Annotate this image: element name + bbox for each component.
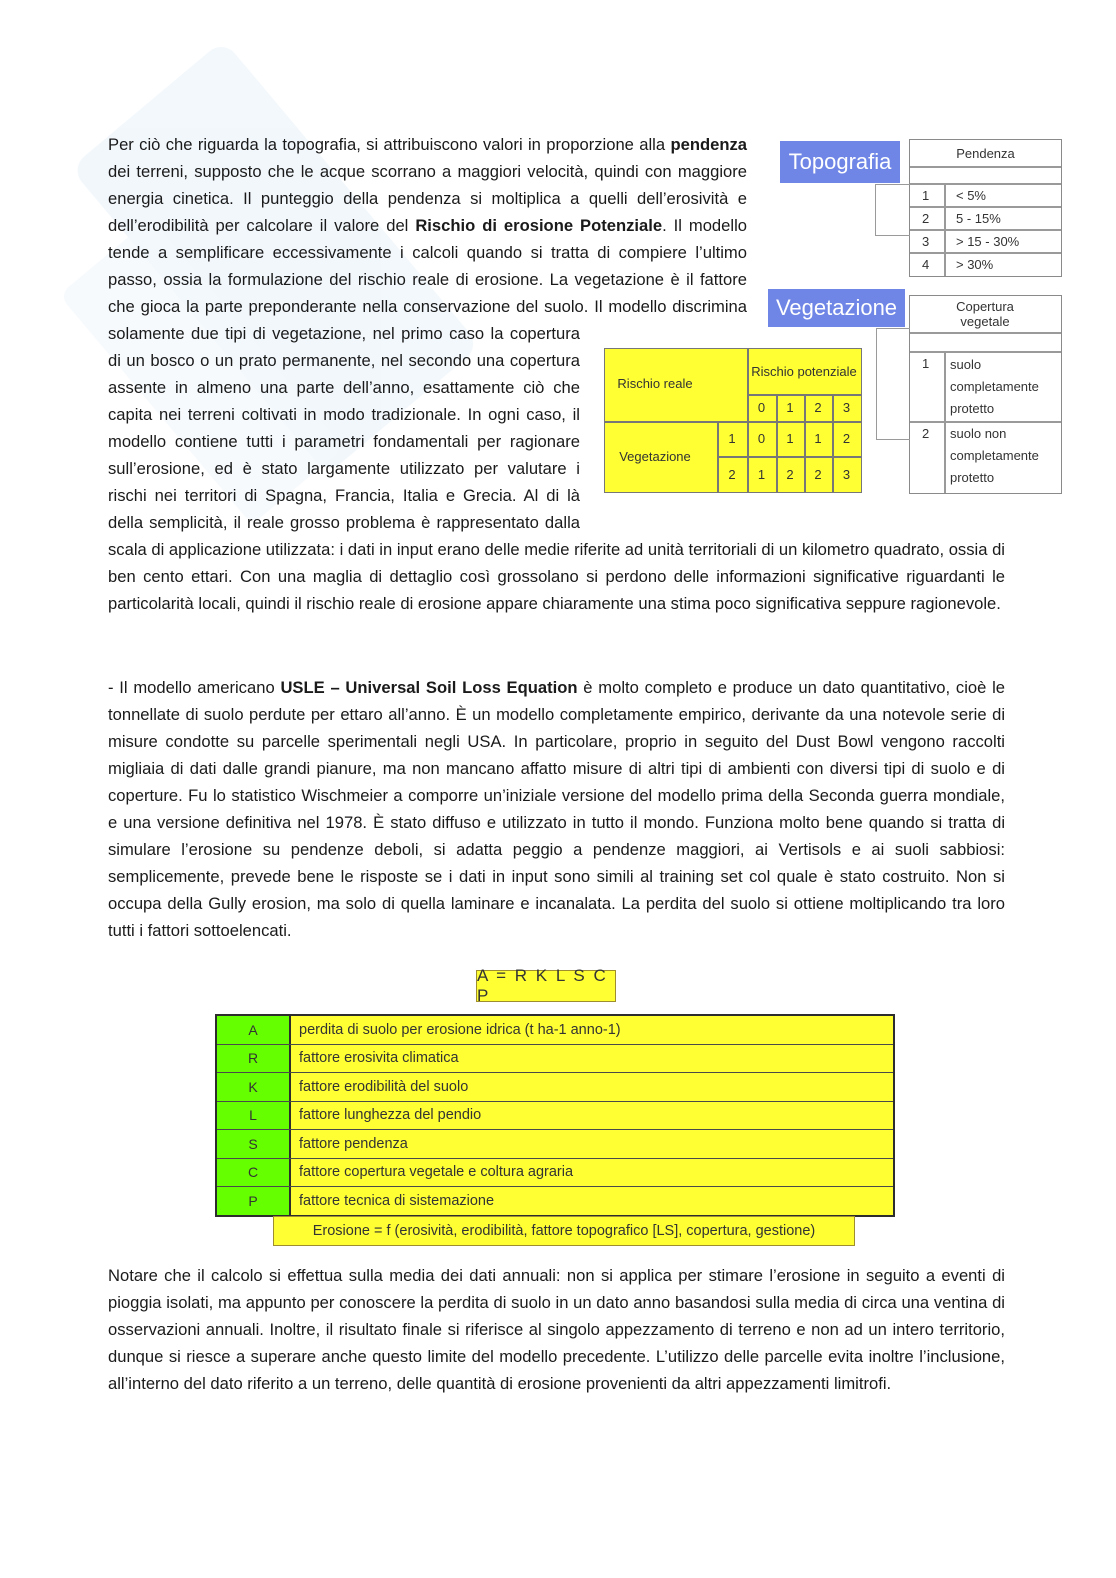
factor-description: fattore lunghezza del pendio xyxy=(291,1102,893,1130)
paragraph-usle: - Il modello americano USLE – Universal Soil Loss Equation è molto completo e produce un dato quantitativo, cioè le tonnellate di suolo perdute per ettaro all’anno. È un modello completamente empirico, derivante da una notevole serie di misure condotte su parcelle sperimentali negli USA. In particolare, proprio in seguito del Dust Bowl vengono raccolti migliaia di dati dalle grandi pianure, ma non mancano affatto misure di altri tipi di ambienti con diversi tipi di suolo e di coperture. Fu lo statistico Wischmeier a comporre un’iniziale versione del modello prima della Seconda guerra mondiale, e una versione definitiva nel 1978. È stato diffuso e utilizzato in tutto il mondo. Funziona molto bene quando si tratta di simulare l’erosione su pendenze deboli, si adatta peggio a pendenze maggiori, ai Vertisols e ai suoli sabbiosi: semplicemente, prevede bene le risposte se i dati in input sono simili al training set col quale è stato costruito. Non si occupa della Gully erosion, ma solo di quella laminare e incanalata. La perdita del suolo si ottiene moltiplicando tra loro tutti i fattori sottoelencati. xyxy=(108,678,1006,940)
rischio-row-label: Vegetazione xyxy=(619,449,691,464)
topografia-row-3-num: 3 xyxy=(922,234,930,249)
paragraph-notes: Notare che il calcolo si effettua sulla media dei dati annuali: non si applica per stimare l’erosione in seguito a eventi di pioggia isolati, ma appunto per conoscere la perdita di suolo in un dato anno basandosi sulla media di circa una ventina di osservazioni annuali. Inoltre, il risultato finale si riferisce al singolo appezzamento di terreno e non ad un intero territorio, dunque si riesce a superare anche questo limite del modello precedente. L’utilizzo delle parcelle evita inoltre l’inclusione, all’interno del dato riferito a un terreno, delle quantità di erosione provenienti da altri appezzamenti limitrofi. xyxy=(108,1266,1005,1393)
vegetazione-row-1-num: 1 xyxy=(922,355,930,371)
topografia-row-3-val: > 15 - 30% xyxy=(956,234,1020,249)
rischio-reale-title: Rischio reale xyxy=(617,375,693,391)
topografia-row-1-num: 1 xyxy=(922,188,930,203)
vegetazione-row-2-num: 2 xyxy=(922,425,930,441)
rischio-cell-2-1: 2 xyxy=(786,466,794,482)
rischio-row-2-num: 2 xyxy=(728,466,736,482)
topografia-row-2-num: 2 xyxy=(922,211,930,226)
vegetazione-label: Vegetazione xyxy=(768,289,905,327)
factor-symbol: A xyxy=(217,1016,291,1044)
factor-row xyxy=(217,1130,893,1159)
factor-description: perdita di suolo per erosione idrica (t ha-1 anno-1) xyxy=(291,1016,893,1044)
factor-symbol: K xyxy=(217,1073,291,1101)
paragraph-topografia: Per ciò che riguarda la topografia, si attribuiscono valori in proporzione alla pendenza dei terreni, supposto che le acque scorrano a maggiori velocità, quindi con maggiore energia cinetica. Il punteggio della pendenza si moltiplica a quelli dell’erosività e dell’erodibilità per calcolare il valore del Rischio di erosione Potenziale. Il modello tende a semplificare eccessivamente i calcoli quando si tratta di compiere l’ultimo passo, ossia la formulazione del rischio reale di erosione. La vegetazione è il fattore che gioca la parte preponderante nella conservazione del suolo. Il modello discrimina solamente due tipi di vegetazione, nel primo caso la copertura di un bosco o un prato permanente, nel secondo una copertura assente in almeno una parte dell’anno, esattamente ciò che capita nei terreni coltivati in modo tradizionale. In ogni caso, il modello contiene tutti i parametri fondamentali per ragionare sull’erosione, ed è stato largamente utilizzato per valutare i rischi nei territori di Spagna, Francia, Italia e Grecia. Al di là della semplicità, il reale grosso problema è rappresentato dalla scala di applicazione utilizzata: i dati in input erano delle medie riferite ad unità territoriali di un kilometro quadrato, ossia di ben cento ettari. Con una maglia di dettaglio così grossolano si perdono delle informazioni significative riguardanti le particolarità locali, quindi il rischio reale di erosione appare chiaramente una stima poco significativa seppure ragionevole. xyxy=(108,135,1005,613)
factor-symbol: L xyxy=(217,1102,291,1130)
factor-description: fattore pendenza xyxy=(291,1130,893,1158)
rischio-col-2: 2 xyxy=(814,400,822,415)
vegetazione-row-1-val: suolo completamente protetto xyxy=(950,357,1039,416)
factor-row xyxy=(217,1102,893,1131)
rischio-cell-2-2: 2 xyxy=(814,466,822,482)
factor-row xyxy=(217,1159,893,1188)
topografia-row-4-val: > 30% xyxy=(956,257,994,272)
factor-row xyxy=(217,1187,893,1215)
factor-row xyxy=(217,1016,893,1045)
usle-formula: A = R K L S C P xyxy=(476,970,616,1002)
erosione-function: Erosione = f (erosività, erodibilità, fattore topografico [LS], copertura, gestione) xyxy=(273,1216,855,1246)
vegetazione-header: Copertura vegetale xyxy=(956,299,1014,329)
rischio-col-0: 0 xyxy=(757,400,766,415)
factor-symbol: P xyxy=(217,1187,291,1215)
rischio-col-3: 3 xyxy=(842,400,851,415)
rischio-row-1-num: 1 xyxy=(728,431,736,446)
factor-symbol: S xyxy=(217,1130,291,1158)
rischio-col-1: 1 xyxy=(786,400,794,415)
topografia-header: Pendenza xyxy=(956,145,1015,161)
rischio-cell-1-2: 1 xyxy=(814,431,822,446)
factor-row xyxy=(217,1073,893,1102)
topografia-row-2-val: 5 - 15% xyxy=(956,211,1001,226)
topografia-row-1-val: < 5% xyxy=(956,188,986,203)
usle-factors-table xyxy=(215,1014,895,1217)
factor-symbol: R xyxy=(217,1045,291,1073)
topografia-label: Topografia xyxy=(780,141,900,183)
factor-description: fattore copertura vegetale e coltura agraria xyxy=(291,1159,893,1187)
factor-description: fattore erodibilità del suolo xyxy=(291,1073,893,1101)
rischio-potenziale-title: Rischio potenziale xyxy=(751,364,857,379)
rischio-cell-1-1: 1 xyxy=(786,431,794,446)
topografia-row-4-num: 4 xyxy=(922,257,930,272)
factor-description: fattore erosivita climatica xyxy=(291,1045,893,1073)
rischio-cell-2-3: 3 xyxy=(842,466,851,482)
rischio-cell-2-0: 1 xyxy=(757,466,766,482)
rischio-cell-1-3: 2 xyxy=(842,431,851,446)
factor-row xyxy=(217,1045,893,1074)
factor-description: fattore tecnica di sistemazione xyxy=(291,1187,893,1215)
rischio-cell-1-0: 0 xyxy=(757,431,766,446)
vegetazione-row-2-val: suolo non completamente protetto xyxy=(950,426,1039,485)
factor-symbol: C xyxy=(217,1159,291,1187)
